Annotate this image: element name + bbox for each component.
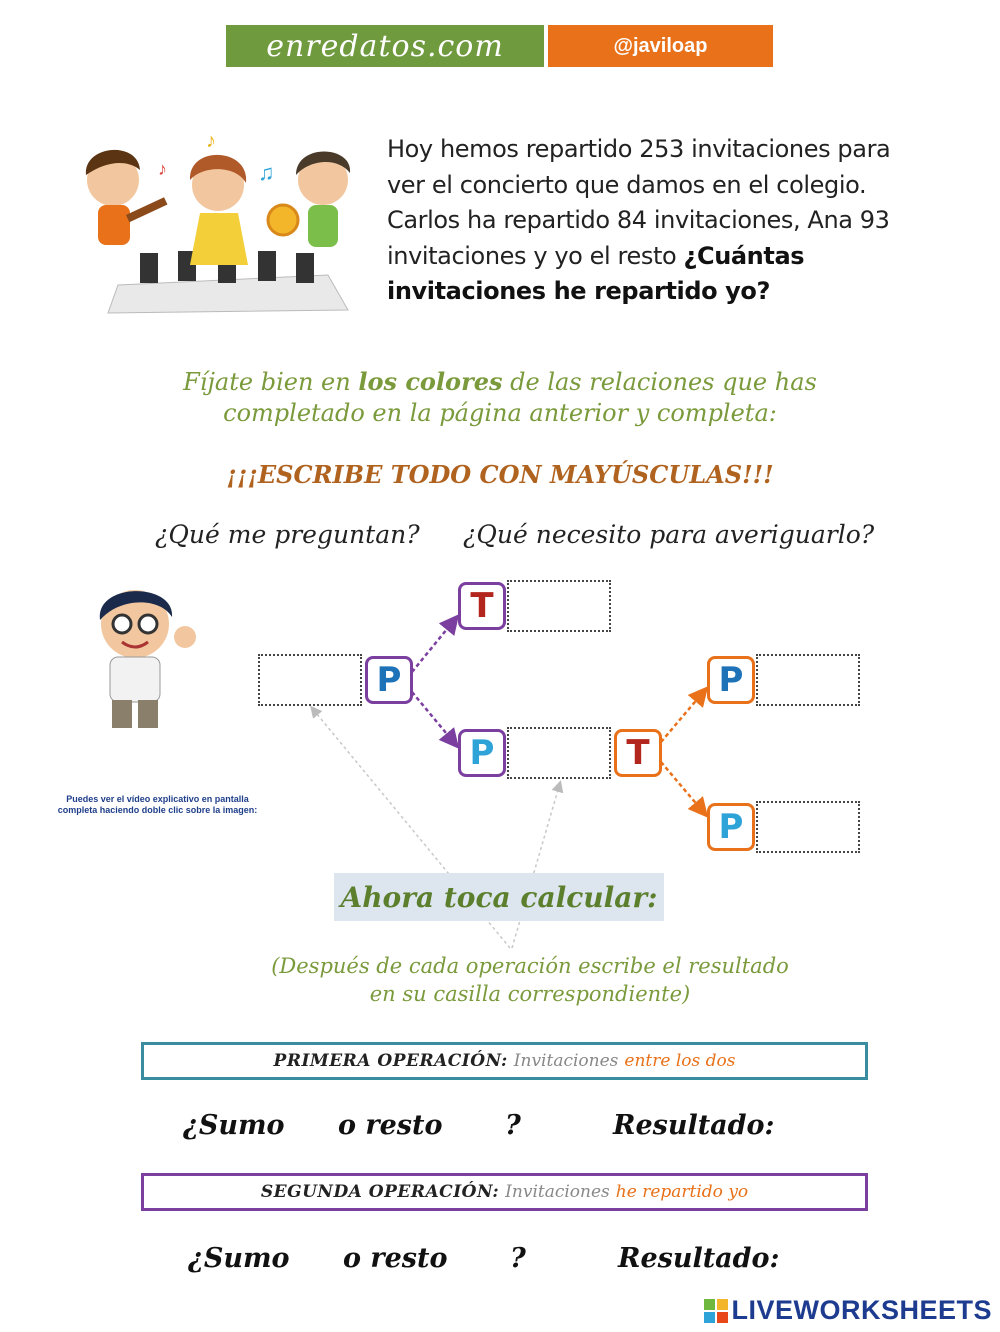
sumo-option-1[interactable]: ¿Sumo bbox=[183, 1110, 285, 1141]
answer-slot-p-bottom-right[interactable] bbox=[756, 801, 860, 853]
operation-detail: entre los dos bbox=[624, 1051, 736, 1071]
author-handle: @javiloap bbox=[548, 25, 773, 67]
box-p-bottom-right: P bbox=[707, 803, 755, 851]
hint-line-right bbox=[512, 783, 560, 948]
operation-subject: Invitaciones bbox=[513, 1051, 619, 1071]
resultado-label-1: Resultado: bbox=[613, 1110, 775, 1141]
problem-question: invitaciones he repartido yo? bbox=[387, 277, 771, 305]
problem-line: Carlos ha repartido 84 invitaciones, Ana 93 bbox=[387, 206, 890, 234]
sumo-option-2[interactable]: ¿Sumo bbox=[188, 1243, 290, 1274]
box-t-middle: T bbox=[614, 729, 662, 777]
problem-question: ¿Cuántas bbox=[683, 241, 805, 270]
resto-option-1[interactable]: o resto bbox=[338, 1110, 443, 1141]
problem-text: invitaciones y yo el resto bbox=[387, 241, 684, 270]
brand-banner: enredatos.com bbox=[226, 25, 544, 67]
music-note-icon: ♫ bbox=[258, 160, 275, 185]
instruction-emphasis: los colores bbox=[358, 367, 503, 396]
operation-label: SEGUNDA OPERACIÓN: bbox=[260, 1182, 500, 1202]
music-note-icon: ♪ bbox=[206, 130, 216, 152]
caps-warning: ¡¡¡ESCRIBE TODO CON MAYÚSCULAS!!! bbox=[226, 460, 774, 489]
box-t-top: T bbox=[458, 582, 506, 630]
footer-brand: LIVEWORKSHEETS bbox=[731, 1295, 992, 1325]
operation-detail: he repartido yo bbox=[615, 1182, 749, 1202]
operation-answer-2[interactable]: ? bbox=[510, 1243, 526, 1274]
box-p-question: P bbox=[365, 656, 413, 704]
resto-option-2[interactable]: o resto bbox=[343, 1243, 448, 1274]
problem-line: Hoy hemos repartido 253 invitaciones para bbox=[387, 135, 891, 163]
arrow-to-t-top bbox=[412, 618, 456, 672]
question-left: ¿Qué me preguntan? bbox=[155, 520, 420, 549]
box-p-top-right: P bbox=[707, 656, 755, 704]
arrow-to-p-top-right bbox=[661, 690, 705, 742]
box-p-middle: P bbox=[458, 729, 506, 777]
answer-slot-p-top-right[interactable] bbox=[756, 654, 860, 706]
music-note-icon: ♪ bbox=[158, 159, 167, 179]
problem-line: ver el concierto que damos en el colegio. bbox=[387, 170, 867, 199]
second-operation-box bbox=[141, 1173, 868, 1211]
calc-title: Ahora toca calcular: bbox=[334, 873, 664, 921]
resultado-label-2: Resultado: bbox=[618, 1243, 780, 1274]
arrow-to-p-bottom-right bbox=[661, 762, 705, 814]
operation-subject: Invitaciones bbox=[505, 1182, 610, 1202]
instruction-part: de las relaciones que has bbox=[502, 368, 817, 396]
calc-note bbox=[200, 952, 860, 1008]
answer-slot-question[interactable] bbox=[258, 654, 362, 706]
calc-note-line: (Después de cada operación escribe el resultado bbox=[271, 954, 789, 978]
instruction-part: Fíjate bien en bbox=[183, 368, 359, 396]
answer-slot-p-middle[interactable] bbox=[507, 727, 611, 779]
instruction-line: completado en la página anterior y completa: bbox=[223, 399, 777, 427]
video-note: Puedes ver el vídeo explicativo en pantalla completa haciendo doble clic sobre la imagen: bbox=[57, 794, 258, 815]
operation-answer-1[interactable]: ? bbox=[505, 1110, 521, 1141]
liveworksheets-icon bbox=[704, 1299, 728, 1323]
question-right: ¿Qué necesito para averiguarlo? bbox=[463, 520, 875, 549]
calc-note-line: en su casilla correspondiente) bbox=[369, 982, 691, 1006]
liveworksheets-logo[interactable] bbox=[704, 1295, 992, 1326]
arrow-to-p-middle bbox=[412, 692, 456, 745]
operation-label: PRIMERA OPERACIÓN: bbox=[273, 1051, 508, 1071]
answer-slot-t-top[interactable] bbox=[507, 580, 611, 632]
first-operation-box bbox=[141, 1042, 868, 1080]
